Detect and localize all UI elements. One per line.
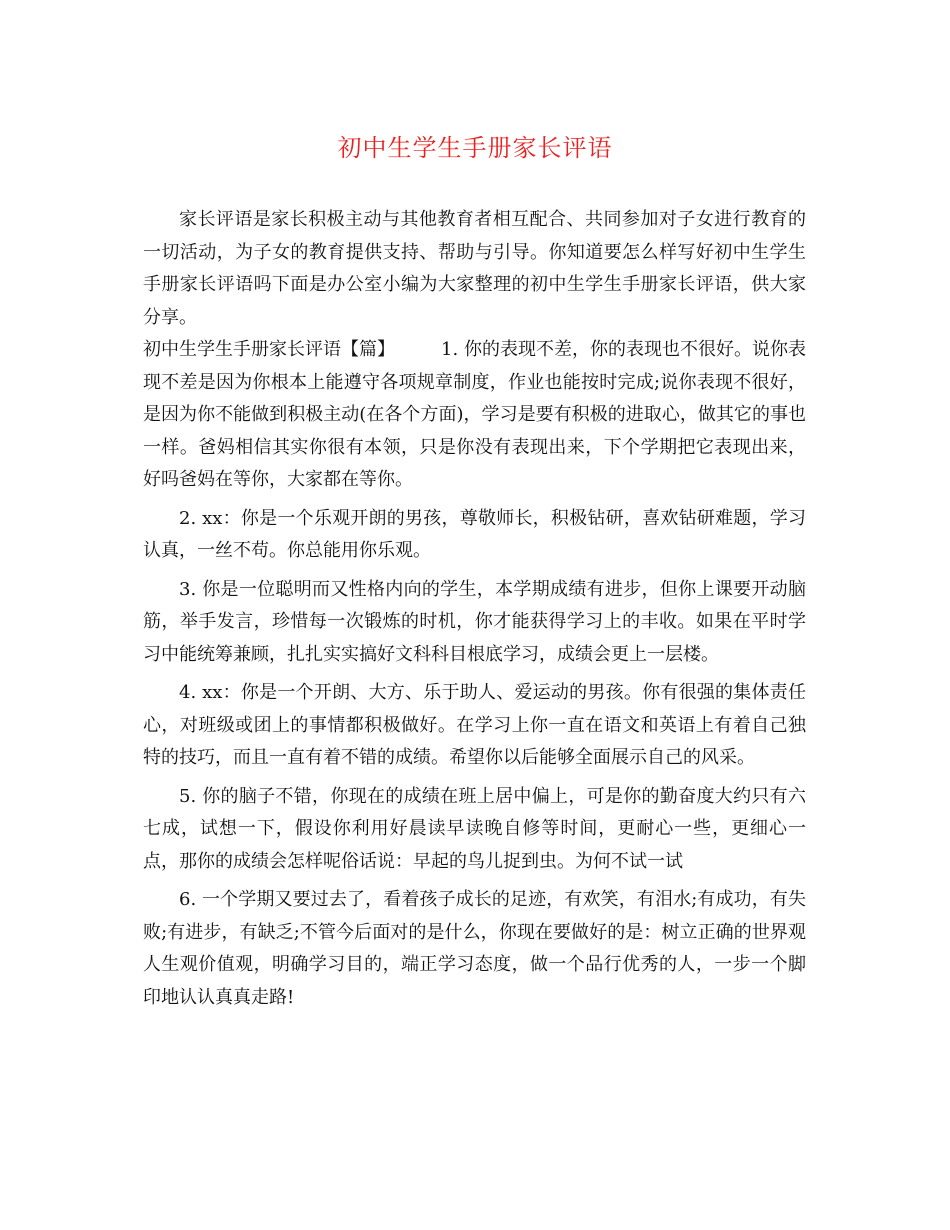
section-heading: 初中生学生手册家长评语【篇】 [143, 339, 396, 360]
document-body [143, 204, 806, 1014]
intro-paragraph: 家长评语是家长积极主动与其他教育者相互配合、共同参加对子女进行教育的一切活动，为子女的教育提供支持、帮助与引导。你知道要怎么样写好初中生学生手册家长评语吗下面是办公室小编为大家整理的初中生学生手册家长评语，供大家分享。 [143, 209, 806, 328]
item-paragraph-6: 6. 一个学期又要过去了，看着孩子成长的足迹，有欢笑，有泪水;有成功，有失败;有进步，有缺乏;不管今后面对的是什么，你现在要做好的是：树立正确的世界观人生观价值观，明确学习目的，端正学习态度，做一个品行优秀的人，一步一个脚印地认认真真走路! [143, 889, 806, 1008]
document-title: 初中生学生手册家长评语 [337, 134, 613, 162]
item-paragraph-4: 4. xx：你是一个开朗、大方、乐于助人、爱运动的男孩。你有很强的集体责任心，对班级或团上的事情都积极做好。在学习上你一直在语文和英语上有着自己独特的技巧，而且一直有着不错的成绩。希望你以后能够全面展示自己的风采。 [143, 682, 806, 768]
item-paragraph-2: 2. xx：你是一个乐观开朗的男孩，尊敬师长，积极钻研，喜欢钻研难题，学习认真，一丝不苟。你总能用你乐观。 [143, 507, 806, 561]
item-paragraph-3: 3. 你是一位聪明而又性格内向的学生，本学期成绩有进步，但你上课要开动脑筋，举手发言，珍惜每一次锻炼的时机，你才能获得学习上的丰收。如果在平时学习中能统筹兼顾，扎扎实实搞好文科科目根底学习，成绩会更上一层楼。 [143, 578, 806, 665]
item-text-1: 1. 你的表现不差，你的表现也不很好。说你表现不差是因为你根本上能遵守各项规章制度，作业也能按时完成;说你表现不很好，是因为你不能做到积极主动(在各个方面)，学习是要有积极的进取心，做其它的事也一样。爸妈相信其实你很有本领，只是你没有表现出来，下个学期把它表现出来，好吗爸妈在等你，大家都在等你。 [143, 339, 806, 490]
item-paragraph-1 [143, 334, 806, 497]
item-paragraph-5: 5. 你的脑子不错，你现在的成绩在班上居中偏上，可是你的勤奋度大约只有六七成，试想一下，假设你利用好晨读早读晚自修等时间，更耐心一些，更细心一点，那你的成绩会怎样呢俗话说：早起的鸟儿捉到虫。为何不试一试 [143, 785, 806, 872]
